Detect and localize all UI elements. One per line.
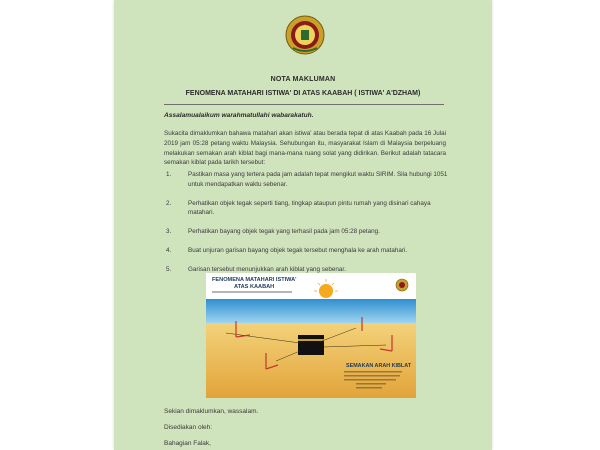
list-item bbox=[166, 246, 448, 256]
kaabah-icon bbox=[298, 335, 324, 355]
banner-title-line1: FENOMENA MATAHARI ISTIWA' bbox=[212, 277, 297, 283]
step-number: 1. bbox=[166, 171, 172, 178]
notice-subtitle: FENOMENA MATAHARI ISTIWA' DI ATAS KAABAH ( ISTIWA' A'DZHAM) bbox=[185, 90, 421, 97]
title-divider bbox=[164, 104, 444, 105]
desert-ground bbox=[206, 323, 416, 398]
prepared-label: Disediakan oleh: bbox=[164, 424, 213, 431]
step-text: Buat unjuran garisan bayang objek tegak tersebut menghala ke arah matahari. bbox=[188, 246, 408, 254]
step-number: 5. bbox=[166, 265, 172, 273]
step-text: Perhatikan objek tegak seperti tiang, tingkap ataupun pintu rumah yang disinari cahaya matahari. bbox=[188, 199, 431, 217]
sky bbox=[206, 299, 416, 323]
step-text: Garisan tersebut menunjukkan arah kiblat yang sebenar. bbox=[188, 265, 346, 273]
steps-list bbox=[166, 170, 448, 284]
kiblat-infographic bbox=[206, 273, 416, 398]
intro-paragraph: Sukacita dimaklumkan bahawa matahari akan istiwa' atau berada tepat di atas Kaabah pada 16 Julai 2019 jam 05:28 petang waktu Malaysia. Sehubungan itu, masyarakat Islam di Malaysia berpeluang melakukan semakan arah kiblat bagi mana-mana ruang solat yang didirikan. Berikut adalah tatacara semakan kiblat pada tarikh tersebut: bbox=[164, 130, 446, 167]
step-text: Perhatikan bayang objek tegak yang terhasil pada jam 05:28 petang. bbox=[188, 228, 380, 236]
step-number: 3. bbox=[166, 228, 172, 236]
list-item bbox=[166, 170, 448, 190]
kaabah-band bbox=[298, 339, 324, 341]
department-emblem-icon bbox=[285, 14, 325, 56]
notice-title: NOTA MAKLUMAN bbox=[270, 76, 336, 83]
step-number: 2. bbox=[166, 199, 172, 207]
banner-title-line2: ATAS KAABAH bbox=[234, 284, 275, 290]
banner-emblem-center bbox=[399, 282, 405, 288]
sun-icon bbox=[319, 284, 333, 298]
step-text: Pastikan masa yang tertera pada jam adalah tepat mengikut waktu SIRIM. Sila hubungi 1051 untuk mendapatkan waktu sebenar. bbox=[188, 171, 448, 188]
semakan-title: SEMAKAN ARAH KIBLAT bbox=[346, 363, 411, 369]
list-item bbox=[166, 227, 448, 237]
greeting: Assalamualaikum warahmatullahi wabarakatuh. bbox=[164, 112, 314, 119]
document-page bbox=[114, 0, 492, 450]
closing-line: Sekian dimaklumkan, wassalam. bbox=[164, 408, 259, 415]
list-item bbox=[166, 199, 448, 219]
step-number: 4. bbox=[166, 246, 172, 254]
banner-caption bbox=[212, 291, 292, 293]
prepared-by: Bahagian Falak, bbox=[164, 440, 211, 447]
